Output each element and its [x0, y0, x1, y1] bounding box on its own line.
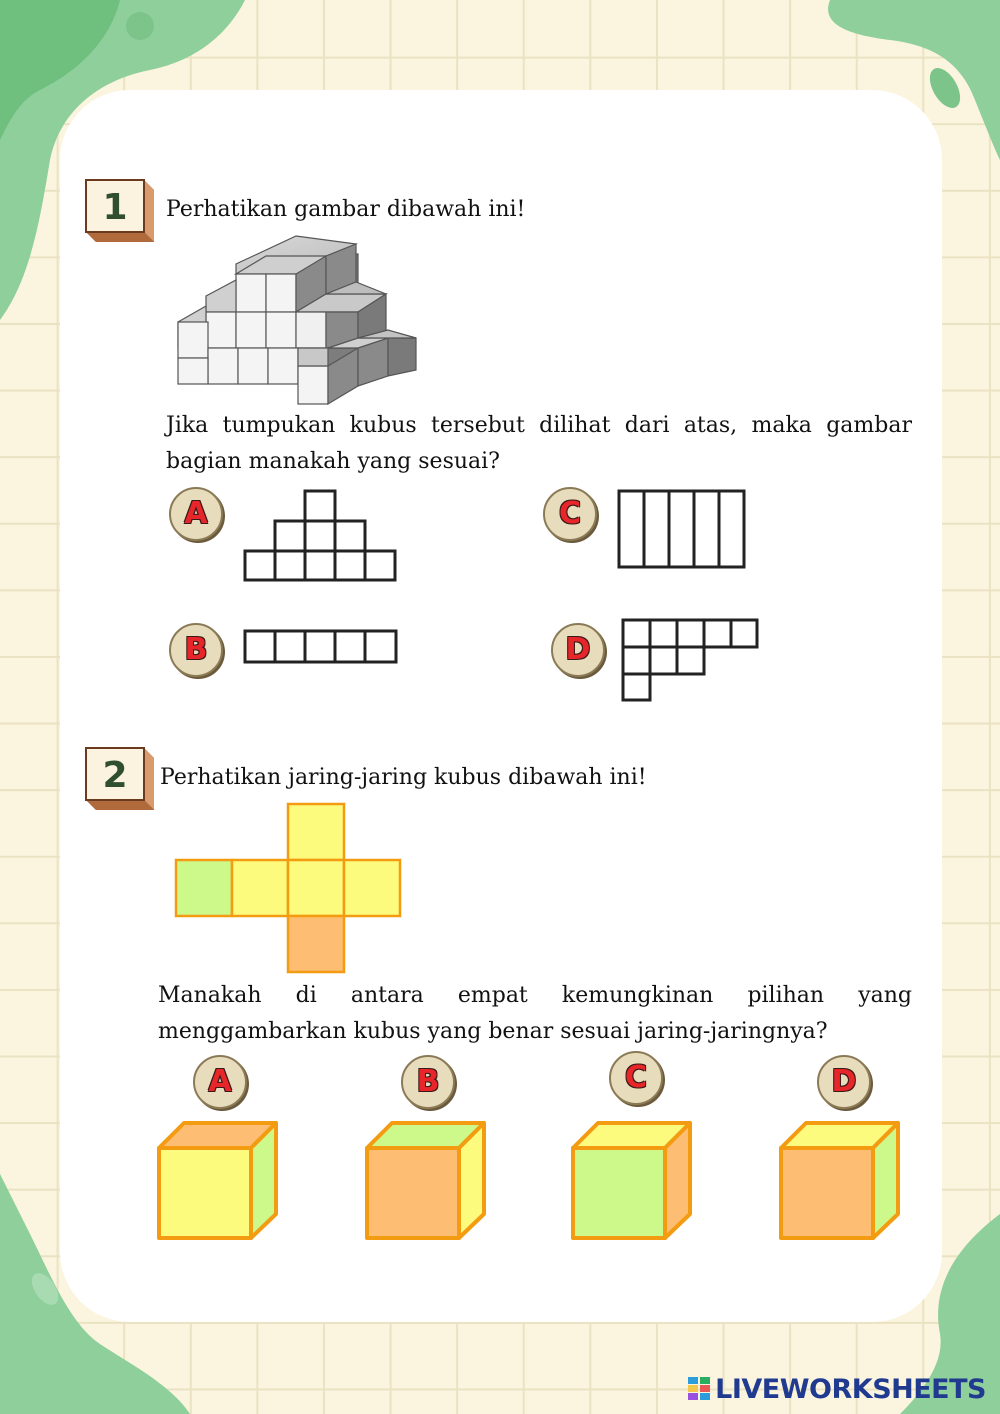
q1-option-d-badge[interactable]: D: [550, 622, 606, 678]
q2-option-a-cube[interactable]: [156, 1120, 280, 1242]
q2-option-a-badge[interactable]: A: [192, 1054, 248, 1110]
q2-option-c-cube[interactable]: [570, 1120, 694, 1242]
question-number-2-icon: [82, 744, 160, 812]
svg-text:1: 1: [102, 187, 128, 228]
liveworksheets-logo: [688, 1372, 986, 1406]
svg-text:2: 2: [102, 755, 128, 796]
cube-stack-illustration: [176, 234, 420, 410]
liveworksheets-icon: [688, 1377, 712, 1401]
question-2-prompt: Perhatikan jaring-jaring kubus dibawah ini!: [160, 765, 647, 790]
q1-option-c-badge[interactable]: C: [542, 486, 598, 542]
question-number-1-icon: [82, 176, 160, 244]
q1-option-d-figure[interactable]: [620, 617, 760, 703]
question-1-prompt: Perhatikan gambar dibawah ini!: [166, 197, 526, 222]
q1-option-a-badge[interactable]: A: [168, 486, 224, 542]
q1-option-a-figure[interactable]: [242, 489, 398, 583]
brand-text: LIVEWORKSHEETS: [715, 1373, 986, 1405]
q2-option-d-badge[interactable]: D: [816, 1054, 872, 1110]
q1-option-b-figure[interactable]: [242, 628, 400, 666]
cube-net-figure: [174, 802, 402, 974]
q1-option-c-figure[interactable]: [616, 488, 748, 570]
q2-option-b-cube[interactable]: [364, 1120, 488, 1242]
q2-option-c-badge[interactable]: C: [608, 1050, 664, 1106]
q2-option-b-badge[interactable]: B: [400, 1054, 456, 1110]
question-1-text: Jika tumpukan kubus tersebut dilihat dari atas, maka gambar bagian manakah yang sesuai?: [166, 413, 912, 474]
q2-option-d-cube[interactable]: [778, 1120, 902, 1242]
q1-option-b-badge[interactable]: B: [168, 622, 224, 678]
question-2-text: Manakah di antara empat kemungkinan pilihan yang menggambarkan kubus yang benar sesuai jaring-jaringnya?: [158, 983, 912, 1044]
